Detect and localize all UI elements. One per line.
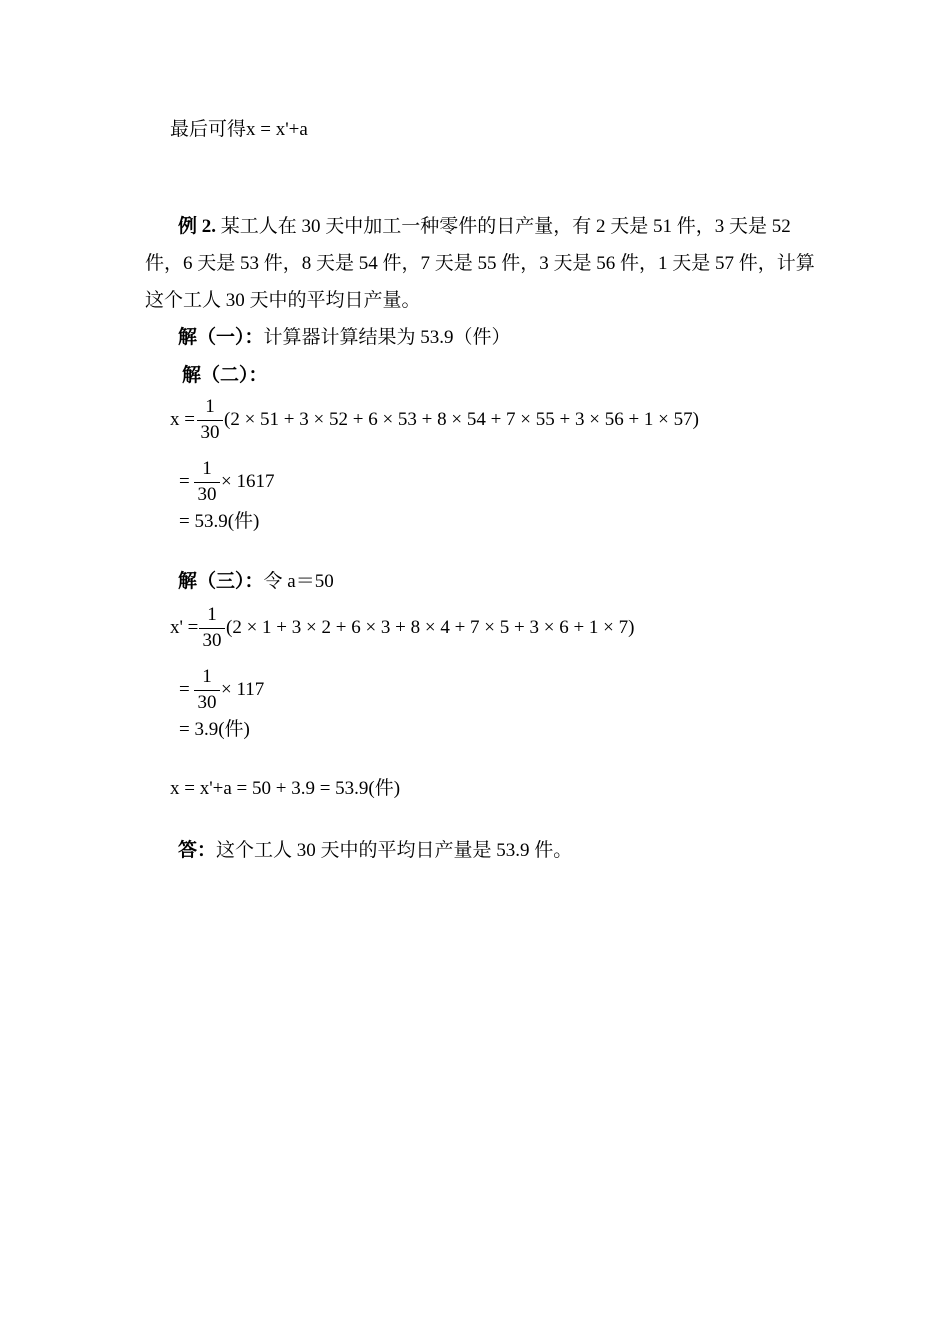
example-text-1: 某工人在 30 天中加工一种零件的日产量，有 2 天是 51 件，3 天是 52: [216, 216, 791, 237]
example-label: 例 2.: [178, 216, 217, 237]
fraction-denominator: 30: [197, 692, 217, 713]
fraction-numerator: 1: [202, 666, 212, 687]
fraction-numerator: 1: [205, 396, 215, 417]
solution-3-eq2-fraction: [194, 667, 220, 713]
answer-text: 这个工人 30 天中的平均日产量是 53.9 件。: [216, 840, 573, 861]
fraction-bar: [194, 482, 220, 483]
solution-3-eq2-lhs: =: [179, 679, 190, 700]
solution-2-eq2-lhs: =: [179, 471, 190, 492]
solution-3-eq4: x = x'+a = 50 + 3.9 = 53.9(件): [170, 778, 401, 799]
fraction-denominator: 30: [200, 422, 220, 443]
solution-3-eq1-lhs: x' =: [170, 617, 199, 638]
solution-3-label: 解（三）：: [178, 571, 264, 592]
solution-2-label: 解（二）：: [182, 365, 268, 386]
example-paragraph: [145, 208, 815, 319]
solution-3-eq2-rhs: × 117: [221, 679, 265, 700]
solution-1-label: 解（一）：: [178, 327, 264, 348]
solution-2-eq3: = 53.9(件): [179, 511, 260, 532]
solution-3-eq3: = 3.9(件): [179, 719, 250, 740]
solution-3-line: [178, 572, 334, 591]
example-line-2: 件，6 天是 53 件，8 天是 54 件，7 天是 55 件，3 天是 56 件，1 天是 57 件，计算: [145, 253, 815, 274]
answer-line: [178, 841, 572, 860]
solution-1-text: 计算器计算结果为 53.9（件）: [263, 327, 511, 348]
solution-2-eq2-fraction: [194, 459, 220, 505]
solution-3-eq1-rhs: (2 × 1 + 3 × 2 + 6 × 3 + 8 × 4 + 7 × 5 + 3 × 6 + 1 × 7): [226, 617, 635, 638]
fraction-numerator: 1: [207, 604, 217, 625]
solution-1-line: [178, 328, 511, 347]
example-line-3: 这个工人 30 天中的平均日产量。: [145, 290, 421, 311]
example-line-1: [145, 208, 815, 245]
answer-label: 答：: [178, 840, 217, 861]
fraction-denominator: 30: [202, 630, 222, 651]
fraction-denominator: 30: [197, 484, 217, 505]
final-formula-line: 最后可得x = x'+a: [170, 119, 308, 140]
solution-2-eq2-rhs: × 1617: [221, 471, 275, 492]
solution-2-eq1-lhs: x =: [170, 409, 195, 430]
solution-2-eq1-rhs: (2 × 51 + 3 × 52 + 6 × 53 + 8 × 54 + 7 × 55 + 3 × 56 + 1 × 57): [224, 409, 699, 430]
solution-2-eq1-fraction: [197, 397, 223, 443]
fraction-bar: [197, 420, 223, 421]
solution-3-text: 令 a＝50: [263, 571, 334, 592]
fraction-numerator: 1: [202, 458, 212, 479]
fraction-bar: [194, 690, 220, 691]
fraction-bar: [199, 628, 225, 629]
solution-3-eq1-fraction: [199, 605, 225, 651]
